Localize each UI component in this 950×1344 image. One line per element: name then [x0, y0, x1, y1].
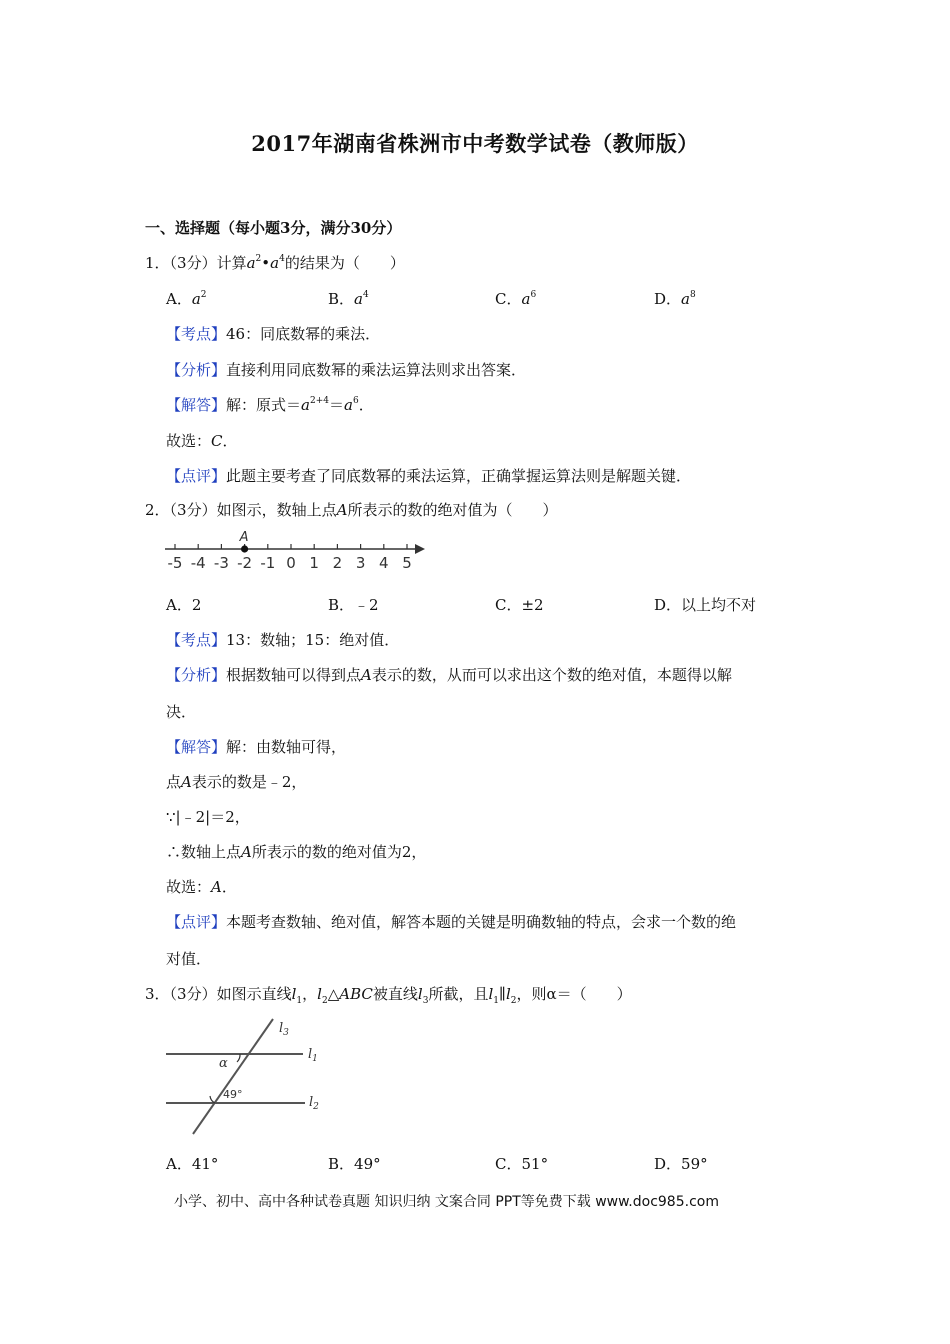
axis-tick-label: -5: [167, 554, 183, 572]
footer-text: 小学、初中、高中各种试卷真题 知识归纳 文案合同 PPT等免费下载 www.doc985.com: [174, 1194, 719, 1210]
q3-option-d: D．59°: [654, 1155, 708, 1173]
q1-jieda: 【解答】解：原式$=a^{2+4}=a^6$．: [166, 396, 374, 414]
angle-49-label: 49°: [223, 1088, 243, 1101]
page-title: 2017年湖南省株洲市中考数学试卷（教师版）: [251, 131, 699, 156]
q3-option-b: B．49°: [328, 1155, 381, 1173]
q1-kaodian: 【考点】46：同底数幂的乘法．: [166, 325, 381, 343]
label-l2: $l_2$: [309, 1095, 319, 1112]
q1-stem: 1．（3分）计算$a^2•a^4$的结果为（ ）: [145, 254, 405, 272]
axis-tick-label: -4: [190, 554, 206, 572]
axis-tick-label: 2: [332, 554, 343, 572]
q1-fenxi: 【分析】直接利用同底数幂的乘法运算法则求出答案．: [166, 361, 527, 379]
q2-choice: 故选：A．: [166, 878, 237, 896]
axis-tick-label: 1: [309, 554, 319, 572]
q1-option-b: B．$a^4$: [328, 290, 369, 308]
alpha-label: α: [219, 1056, 228, 1071]
number-line-figure: [163, 527, 433, 572]
q3-option-c: C．51°: [495, 1155, 549, 1173]
q2-step-3: ∴数轴上点A所表示的数的绝对值为2，: [166, 843, 427, 861]
q2-option-d: D．以上均不对: [654, 596, 757, 614]
axis-tick-label: -1: [260, 554, 276, 572]
axis-tick-label: 4: [379, 554, 389, 572]
q3-option-a: A．41°: [166, 1155, 219, 1173]
q2-option-a: A．2: [166, 596, 202, 614]
angle-49-arc: [210, 1096, 215, 1103]
q1-option-a: A．$a^2$: [166, 290, 207, 308]
label-l1: $l_1$: [308, 1047, 318, 1064]
parallel-lines-figure: [163, 1014, 333, 1144]
q1-dianping: 【点评】此题主要考查了同底数幂的乘法运算，正确掌握运算法则是解题关键．: [166, 467, 692, 485]
q1-option-d: D．$a^8$: [654, 290, 696, 308]
q2-dianping: 【点评】本题考查数轴、绝对值，解答本题的关键是明确数轴的特点，会求一个数的绝: [166, 913, 737, 931]
point-a-marker: [241, 545, 248, 552]
q2-step-2: ∵|﹣2|＝2，: [166, 808, 250, 826]
section-heading: 一、选择题（每小题3分，满分30分）: [145, 219, 402, 237]
q3-stem: 3．（3分）如图示直线$l_1$，$l_2\triangle ABC$被直线$l_3$所截，且$l_1\parallel l_2$，则α＝（ ）: [145, 985, 632, 1006]
axis-tick-label: 0: [286, 554, 296, 572]
q2-option-b: B．﹣2: [328, 596, 379, 614]
q2-stem: 2．（3分）如图示，数轴上点A所表示的数的绝对值为（ ）: [145, 501, 558, 519]
axis-tick-label: -2: [237, 554, 253, 572]
axis-tick-label: 3: [355, 554, 366, 572]
q1-option-c: C．$a^6$: [495, 290, 537, 308]
q2-fenxi-cont: 决．: [166, 703, 197, 721]
alpha-arc: [237, 1054, 240, 1062]
q2-kaodian: 【考点】13：数轴；15：绝对值．: [166, 631, 400, 649]
axis-tick-label: 5: [402, 554, 412, 572]
q2-step-1: 点A表示的数是﹣2，: [166, 773, 307, 791]
q1-choice: 故选：C．: [166, 432, 238, 450]
label-l3: $l_3$: [279, 1021, 289, 1038]
point-a-label: A: [239, 530, 249, 545]
line-l3: [193, 1019, 273, 1134]
q2-fenxi: 【分析】根据数轴可以得到点A表示的数，从而可以求出这个数的绝对值，本题得以解: [166, 666, 732, 684]
q2-dianping-cont: 对值．: [166, 950, 212, 968]
q2-jieda: 【解答】解：由数轴可得，: [166, 738, 347, 756]
axis-tick-label: -3: [213, 554, 229, 572]
q2-option-c: C．±2: [495, 596, 544, 614]
